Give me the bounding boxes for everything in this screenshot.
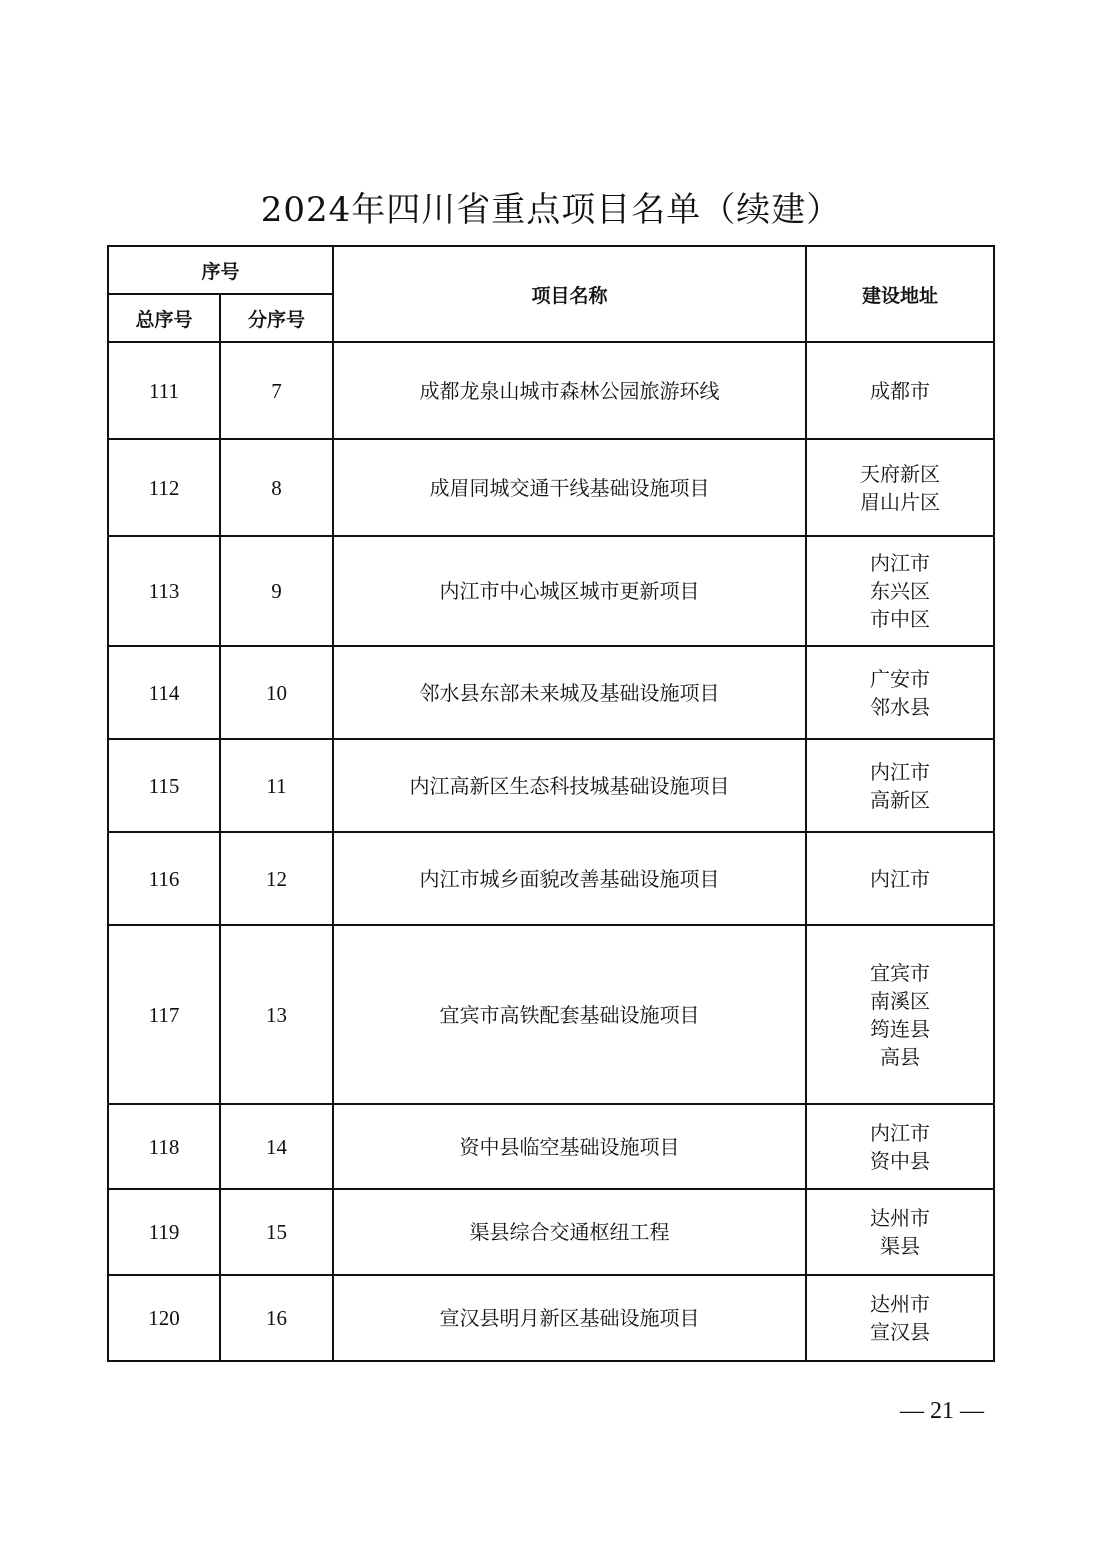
document-title: 2024年四川省重点项目名单（续建） — [260, 190, 842, 230]
location-line: 内江市 — [870, 759, 931, 784]
sub-seq-cell: 15 — [220, 1189, 333, 1275]
location-line: 南溪区 — [870, 988, 931, 1013]
location-line: 资中县 — [870, 1148, 931, 1173]
sub-seq-cell: 11 — [220, 739, 333, 832]
table-row — [108, 342, 994, 439]
project-name-cell: 内江市中心城区城市更新项目 — [333, 536, 806, 646]
total-seq-cell: 113 — [108, 536, 220, 646]
location-cell — [806, 646, 994, 739]
project-name-cell: 内江市城乡面貌改善基础设施项目 — [333, 832, 806, 925]
page-number: — 21 — — [900, 1398, 984, 1424]
location-cell — [806, 925, 994, 1104]
total-seq-cell: 114 — [108, 646, 220, 739]
table-body — [108, 342, 994, 1361]
location-line: 达州市 — [870, 1292, 931, 1316]
total-seq-cell: 120 — [108, 1275, 220, 1361]
project-name-cell: 内江高新区生态科技城基础设施项目 — [333, 739, 806, 832]
location-line: 内江市 — [870, 866, 931, 891]
location-line: 高新区 — [870, 787, 931, 812]
sub-seq-cell: 16 — [220, 1275, 333, 1361]
sub-seq-cell: 8 — [220, 439, 333, 536]
header-sub-seq: 分序号 — [220, 294, 333, 342]
project-name-cell: 宣汉县明月新区基础设施项目 — [333, 1275, 806, 1361]
location-line: 邻水县 — [870, 694, 931, 719]
table-row — [108, 646, 994, 739]
sub-seq-cell: 13 — [220, 925, 333, 1104]
location-cell — [806, 739, 994, 832]
table-row — [108, 536, 994, 646]
total-seq-cell: 111 — [108, 342, 220, 439]
project-name-cell: 资中县临空基础设施项目 — [333, 1104, 806, 1189]
location-line: 市中区 — [870, 607, 931, 631]
total-seq-cell: 117 — [108, 925, 220, 1104]
location-line: 内江市 — [870, 1120, 931, 1145]
location-line: 东兴区 — [870, 579, 931, 603]
location-cell — [806, 1275, 994, 1361]
table-row — [108, 925, 994, 1104]
header-total-seq: 总序号 — [108, 294, 220, 342]
total-seq-cell: 118 — [108, 1104, 220, 1189]
table-row — [108, 739, 994, 832]
table-row — [108, 439, 994, 536]
location-line: 达州市 — [870, 1206, 931, 1230]
location-line: 眉山片区 — [860, 489, 941, 514]
location-line: 广安市 — [870, 666, 931, 691]
location-cell — [806, 832, 994, 925]
table-row — [108, 1275, 994, 1361]
header-seq-group: 序号 — [108, 246, 333, 294]
project-name-cell: 邻水县东部未来城及基础设施项目 — [333, 646, 806, 739]
location-line: 天府新区 — [860, 461, 941, 486]
project-name-cell: 成眉同城交通干线基础设施项目 — [333, 439, 806, 536]
total-seq-cell: 112 — [108, 439, 220, 536]
sub-seq-cell: 10 — [220, 646, 333, 739]
location-line: 成都市 — [870, 378, 931, 403]
location-line: 内江市 — [870, 551, 931, 575]
project-name-cell: 成都龙泉山城市森林公园旅游环线 — [333, 342, 806, 439]
table-row — [108, 832, 994, 925]
location-cell — [806, 439, 994, 536]
table-row — [108, 1104, 994, 1189]
location-cell — [806, 1189, 994, 1275]
location-cell — [806, 536, 994, 646]
project-name-cell: 宜宾市高铁配套基础设施项目 — [333, 925, 806, 1104]
table-row — [108, 1189, 994, 1275]
location-line: 渠县 — [880, 1234, 921, 1258]
location-cell — [806, 342, 994, 439]
location-line: 宜宾市 — [870, 960, 931, 985]
sub-seq-cell: 9 — [220, 536, 333, 646]
project-table — [107, 245, 995, 1362]
location-cell — [806, 1104, 994, 1189]
header-location: 建设地址 — [806, 246, 994, 342]
total-seq-cell: 115 — [108, 739, 220, 832]
sub-seq-cell: 7 — [220, 342, 333, 439]
location-line: 筠连县 — [870, 1016, 931, 1041]
sub-seq-cell: 12 — [220, 832, 333, 925]
sub-seq-cell: 14 — [220, 1104, 333, 1189]
project-name-cell: 渠县综合交通枢纽工程 — [333, 1189, 806, 1275]
location-line: 高县 — [880, 1044, 921, 1069]
total-seq-cell: 116 — [108, 832, 220, 925]
header-project-name: 项目名称 — [333, 246, 806, 342]
location-line: 宣汉县 — [870, 1320, 931, 1344]
total-seq-cell: 119 — [108, 1189, 220, 1275]
